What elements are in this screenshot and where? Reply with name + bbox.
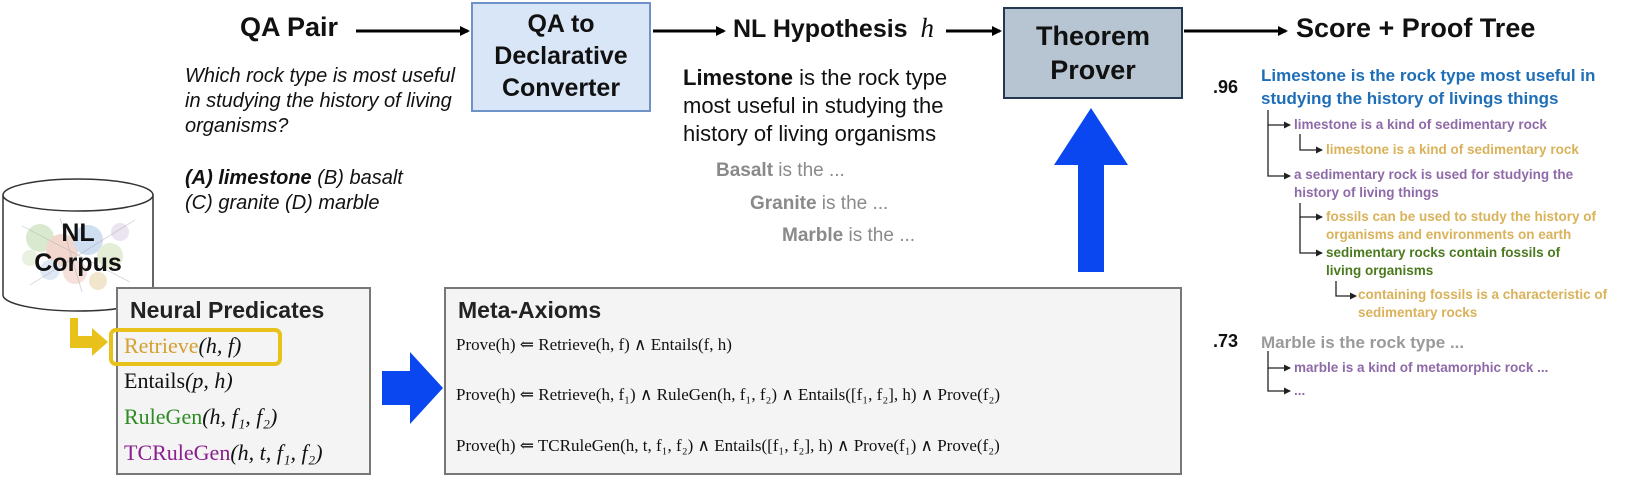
converter-line-3: Converter <box>501 74 621 102</box>
meta-axiom-3: Prove(h) ⇐ TCRuleGen(h, t, f₁, f₂) ∧ Entails([f₁, f₂], h) ∧ Prove(f₁) ∧ Prove(f₂) <box>456 436 1000 455</box>
proof-node-8: ... <box>1294 383 1306 398</box>
neural-predicates-title: Neural Predicates <box>130 297 325 323</box>
proof-node-5: sedimentary rocks contain fossils of living organisms <box>1326 245 1561 278</box>
predicate-tcrulegen: TCRuleGen(h, t, f₁, f₂) <box>124 440 323 465</box>
qa-to-declarative-converter-box <box>471 2 651 112</box>
nl-corpus-label <box>20 218 136 278</box>
corpus-line-2: Corpus <box>34 249 122 277</box>
predicate-rulegen: RuleGen(h, f₁, f₂) <box>124 404 278 429</box>
score-proof-tree-label: Score + Proof Tree <box>1296 13 1536 43</box>
neural-predicates-panel <box>116 287 371 475</box>
alt-hypothesis-granite: Granite is the ... <box>750 193 889 214</box>
options-line-2: (C) granite (D) marble <box>185 192 380 214</box>
hypothesis-rest: is the rock type most useful in studying the history of living organisms <box>683 65 948 146</box>
meta-axiom-1: Prove(h) ⇐ Retrieve(h, f) ∧ Entails(f, h) <box>456 335 732 354</box>
options-line-1 <box>185 166 475 191</box>
retrieve-link-arrow <box>70 318 108 356</box>
score-2: .73 <box>1213 331 1239 351</box>
meta-axioms-title: Meta-Axioms <box>458 297 602 323</box>
converter-line-2: Declarative <box>494 42 628 70</box>
prover-line-2: Prover <box>1050 55 1136 85</box>
big-up-arrow <box>1054 108 1128 272</box>
answer-options <box>185 166 475 216</box>
hypothesis-lead: Limestone <box>683 65 794 90</box>
proof-node-6: containing fossils is a characteristic of sedimentary rocks <box>1358 287 1608 320</box>
option-b: (B) basalt <box>317 167 403 189</box>
nl-hypothesis-label <box>733 13 934 44</box>
theorem-prover-box <box>1003 7 1183 99</box>
h-symbol: h <box>920 13 935 43</box>
converter-line-1: QA to <box>527 10 595 38</box>
hypothesis-text <box>683 64 983 148</box>
proof-node-1: limestone is a kind of sedimentary rock <box>1294 117 1547 132</box>
proof-node-2: limestone is a kind of sedimentary rock <box>1326 142 1579 157</box>
predicate-retrieve: Retrieve(h, f) <box>124 333 242 358</box>
alt-hypothesis-marble: Marble is the ... <box>782 225 916 246</box>
proof-node-3: a sedimentary rock is used for studying the history of living things <box>1294 167 1574 200</box>
score-1: .96 <box>1213 77 1239 97</box>
proof-node-4: fossils can be used to study the history of organisms and environments on earth <box>1326 209 1597 242</box>
proof-root-2: Marble is the rock type ... <box>1261 333 1465 352</box>
corpus-line-1: NL <box>61 219 95 247</box>
alt-hypothesis-basalt: Basalt is the ... <box>716 160 845 181</box>
qa-pair-label: QA Pair <box>240 12 339 42</box>
predicate-entails: Entails(p, h) <box>124 368 233 393</box>
proof-root-1: Limestone is the rock type most useful in studying the history of livings things <box>1261 66 1596 108</box>
meta-axioms-panel <box>444 287 1182 475</box>
option-a: (A) limestone <box>185 167 312 189</box>
proof-node-7: marble is a kind of metamorphic rock ... <box>1294 360 1549 375</box>
question-text: Which rock type is most useful in studying the history of living organisms? <box>185 65 456 137</box>
big-right-arrow <box>382 352 443 424</box>
prover-line-1: Theorem <box>1035 21 1151 51</box>
meta-axiom-2: Prove(h) ⇐ Retrieve(h, f₁) ∧ RuleGen(h, f₁, f₂) ∧ Entails([f₁, f₂], h) ∧ Prove(f₂) <box>456 385 1001 404</box>
nl-hypothesis-text: NL Hypothesis <box>733 15 908 43</box>
